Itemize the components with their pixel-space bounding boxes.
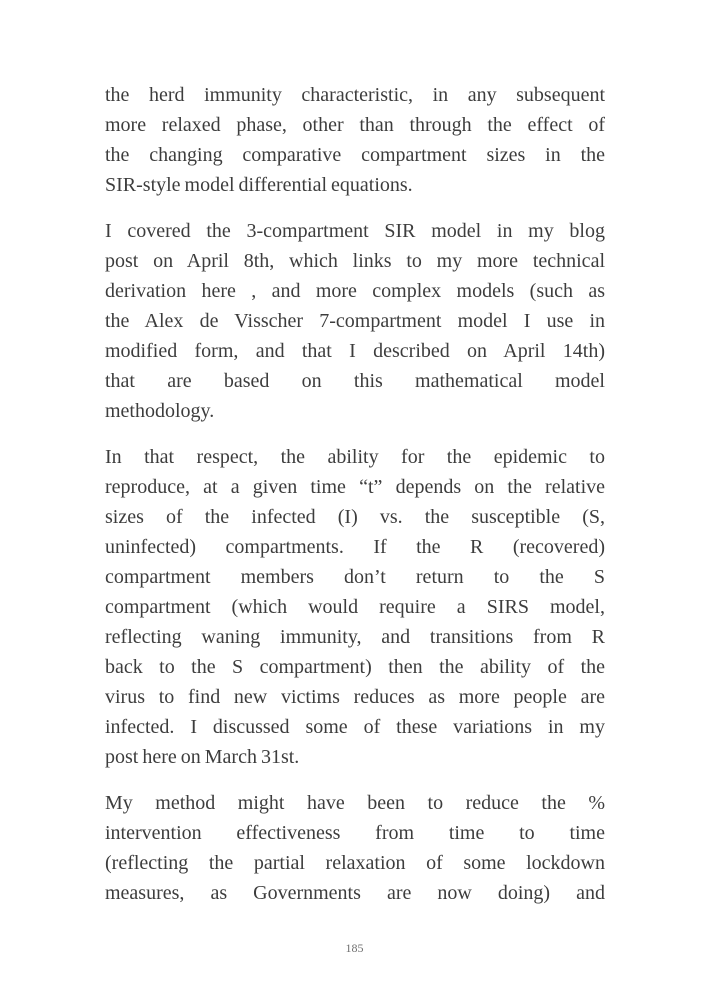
text-line: more relaxed phase, other than through the effect of (105, 114, 605, 136)
text-line: infected. I discussed some of these variations in my (105, 716, 605, 738)
text-line: methodology. (105, 400, 215, 422)
text-line: reproduce, at a given time “t” depends on the relative (105, 476, 605, 498)
paragraph (105, 216, 605, 426)
text-line: back to the S compartment) then the ability of the (105, 656, 605, 678)
page-number: 185 (345, 941, 364, 955)
text-line: modified form, and that I described on April 14th) (105, 340, 605, 362)
text-line: compartment members don’t return to the S (105, 566, 605, 588)
text-line: SIR-style model differential equations. (105, 174, 413, 196)
paragraph (105, 442, 605, 772)
text-line: post on April 8th, which links to my more technical (105, 250, 605, 272)
text-line: intervention effectiveness from time to time (105, 822, 605, 844)
text-line: In that respect, the ability for the epidemic to (105, 446, 605, 468)
text-line: post here on March 31st. (105, 746, 300, 768)
text-line: the changing comparative compartment sizes in the (105, 144, 605, 166)
text-line: that are based on this mathematical model (105, 370, 605, 392)
text-line: sizes of the infected (I) vs. the susceptible (S, (105, 506, 605, 528)
paragraph (105, 80, 605, 200)
paragraph (105, 788, 605, 908)
text-line: the Alex de Visscher 7-compartment model I use in (105, 310, 605, 332)
text-line: (reflecting the partial relaxation of some lockdown (105, 852, 605, 874)
text-line: reflecting waning immunity, and transitions from R (105, 626, 605, 648)
text-line: virus to find new victims reduces as more people are (105, 686, 605, 708)
text-line: compartment (which would require a SIRS model, (105, 596, 605, 618)
text-line: measures, as Governments are now doing) and (105, 882, 605, 904)
text-line: the herd immunity characteristic, in any subsequent (105, 84, 605, 106)
text-line: My method might have been to reduce the % (105, 792, 605, 814)
text-line: derivation here , and more complex models (such as (105, 280, 605, 302)
text-column (105, 80, 605, 924)
text-line: uninfected) compartments. If the R (recovered) (105, 536, 605, 558)
text-line: I covered the 3-compartment SIR model in my blog (105, 220, 605, 242)
